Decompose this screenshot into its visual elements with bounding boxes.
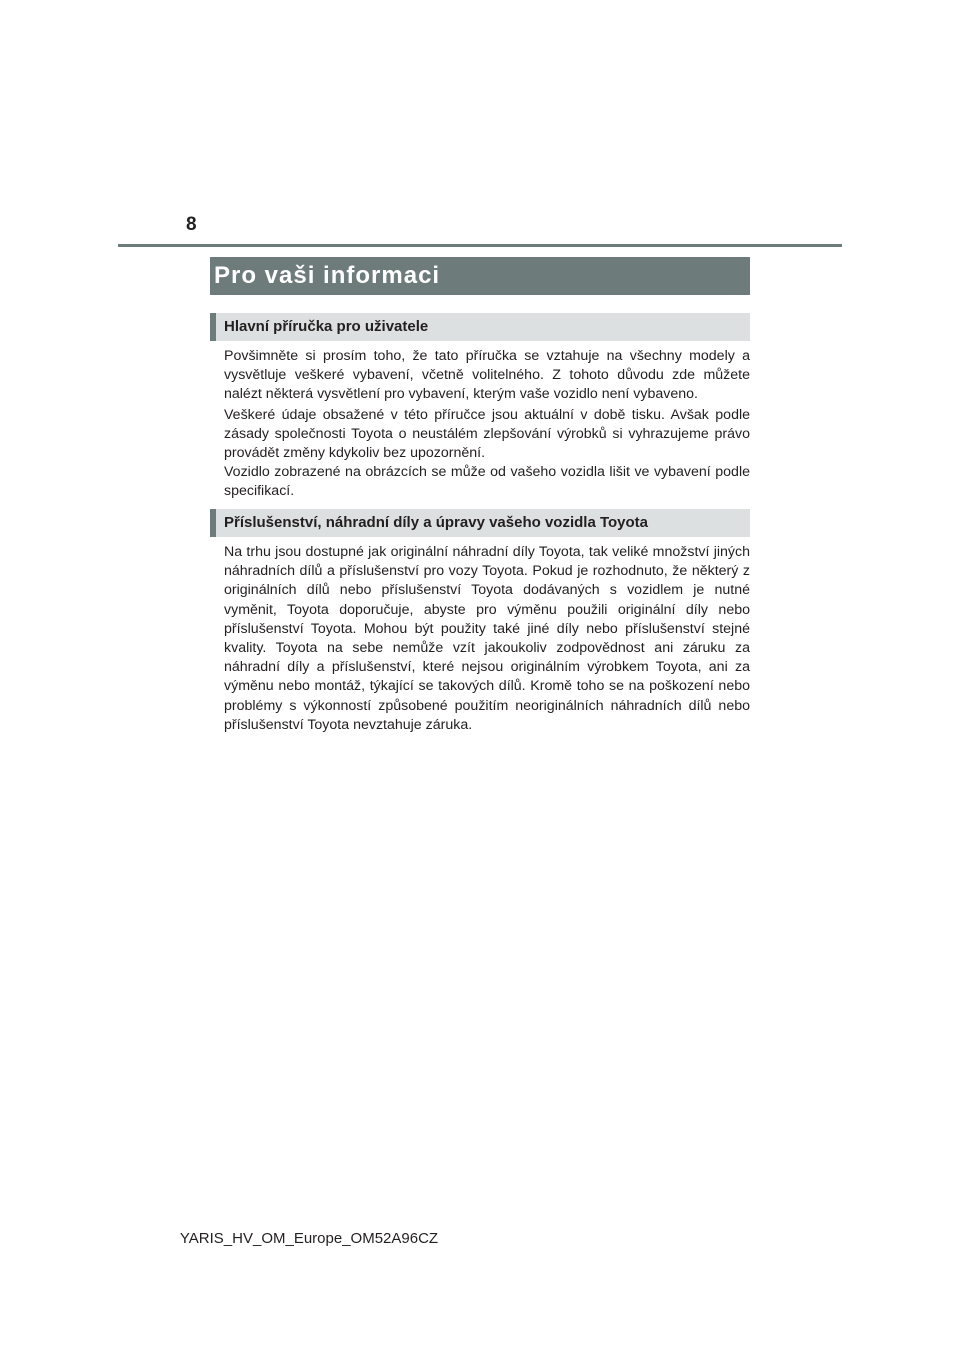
paragraph-coverage: Povšimněte si prosím toho, že tato příručka se vztahuje na všechny modely a vysvětluje veškeré vybavení, včetně volitelného. Z tohoto důvodu zde můžete nalézt některá vysvětlení pro vybavení, kterým vaše vozidlo není vybaveno.: [224, 348, 750, 403]
page-title: Pro vaši informaci: [210, 257, 750, 295]
document-code-footer: YARIS_HV_OM_Europe_OM52A96CZ: [179, 1230, 439, 1247]
section-heading-main-manual: Hlavní příručka pro uživatele: [210, 313, 750, 341]
header-divider: [118, 244, 842, 247]
page-number: 8: [186, 214, 197, 235]
paragraph-vehicle-images: Vozidlo zobrazené na obrázcích se může od vašeho vozidla lišit ve vybavení podle specifikací.: [224, 464, 750, 500]
paragraph-accessories: Na trhu jsou dostupné jak originální náhradní díly Toyota, tak veliké množství jiných náhradních dílů a příslušenství pro vozy Toyota. Pokud je rozhodnuto, že některý z originálních dílů nebo příslušenství Toyota dodávaných s vozidlem je nutné vyměnit, Toyota doporučuje, abyste pro výměnu použili originální díly nebo příslušenství Toyota. Mohou být použity také jiné díly nebo příslušenství stejné kvality. Toyota na sebe nemůže vzít jakoukoliv zodpovědnost ani záruku za náhradní díly a příslušenství, které nejsou originálním výrobkem Toyota, ani za výměnu nebo montáž, týkající se takových dílů. Kromě toho se na poškození nebo problémy s výkonností způsobené použitím neoriginálních náhradních dílů nebo příslušenství Toyota nevztahuje záruka.: [224, 544, 750, 733]
section-heading-accessories: Příslušenství, náhradní díly a úpravy vašeho vozidla Toyota: [210, 509, 750, 537]
paragraph-data-currency: Veškeré údaje obsažené v této příručce jsou aktuální v době tisku. Avšak podle zásady společnosti Toyota o neustálém zlepšování výrobků si vyhrazujeme právo provádět změny kdykoliv bez upozornění.: [224, 407, 750, 462]
